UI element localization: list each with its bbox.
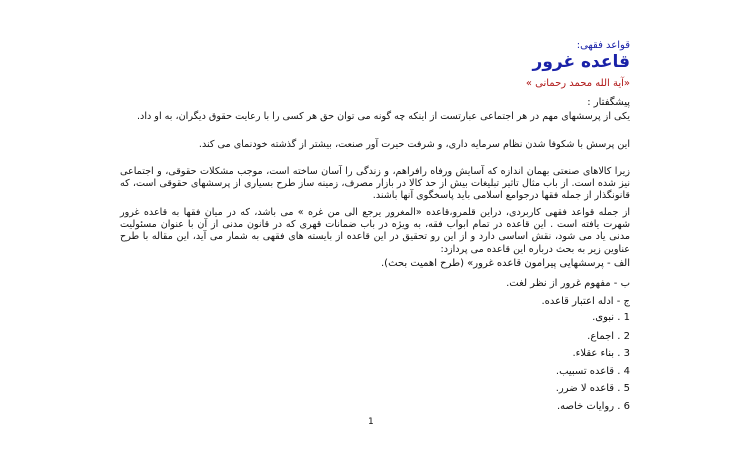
- paragraph-2: این پرسش با شکوفا شدن نظام سرمایه داری، و شرفت حیرت آور صنعت، بیشتر از گذشته خودنمای می کند.: [198, 139, 630, 150]
- paragraph-3: زیرا کالاهای صنعتی بهمان اندازه که آسایش ورفاه رافراهم، و زندگی را آسان ساخته است، موجب مشکلات حقوقی، و اجتماعی نیز شده است. از باب مثال تاثیر تبلیغات بیش از حد کالا در بازار مصرف، زمینه ساز طرح بسیاری از پرسشهای حقوقی است، که قانونگذار از جمله فقها درجوامع اسلامی باید پاسخگوی آنها باشند.: [120, 166, 630, 202]
- page-number: 1: [368, 417, 374, 427]
- evidence-item-4: 4 . قاعده تسبیب.: [555, 366, 630, 377]
- evidence-item-5: 5 . قاعده لا ضرر.: [555, 383, 630, 394]
- outline-item-be: ب - مفهوم غرور از نظر لغت.: [506, 278, 630, 289]
- evidence-item-1: 1 . نبوی.: [592, 312, 630, 323]
- introduction-heading: پیشگفتار :: [587, 97, 630, 108]
- evidence-item-2: 2 . اجماع.: [587, 331, 630, 342]
- paragraph-4: از جمله قواعد فقهی کاربردی، دراین قلمرو،قاعده «المغرور یرجع الی من غره » می باشد، که در میان فقها به قاعده غرور شهرت یافته است . این قاعده در تمام ابواب فقه، به ویژه در باب ضمانات قهری که در قانون مدنی از آن با عنوان مسئولیت مدنی یاد می شود، نقش اساسی دارد و از این رو تحقیق در این قاعده از بایسته های فقهی به شمار می آید، این مقاله با طرح عناوین زیر به بحث درباره این قاعده می پردازد:: [120, 207, 630, 255]
- series-heading: قواعد فقهی:: [576, 40, 630, 51]
- outline-item-jim: ج - ادله اعتبار قاعده.: [541, 296, 630, 307]
- evidence-item-6: 6 . روایات خاصه.: [556, 401, 630, 412]
- author-name: «آیة الله محمد رحمانی »: [525, 78, 630, 89]
- article-title: قاعده غرور: [532, 52, 630, 72]
- paragraph-1: یکی از پرسشهای مهم در هر اجتماعی عبارتست از اینکه چه گونه می توان حق هر کسی را با رعایت حقوق دیگران، به او داد.: [137, 111, 630, 122]
- outline-item-alef: الف - پرسشهایی پیرامون قاعده غرور» (طرح اهمیت بحث).: [381, 258, 630, 269]
- evidence-item-3: 3 . بناء عقلاء.: [572, 348, 630, 359]
